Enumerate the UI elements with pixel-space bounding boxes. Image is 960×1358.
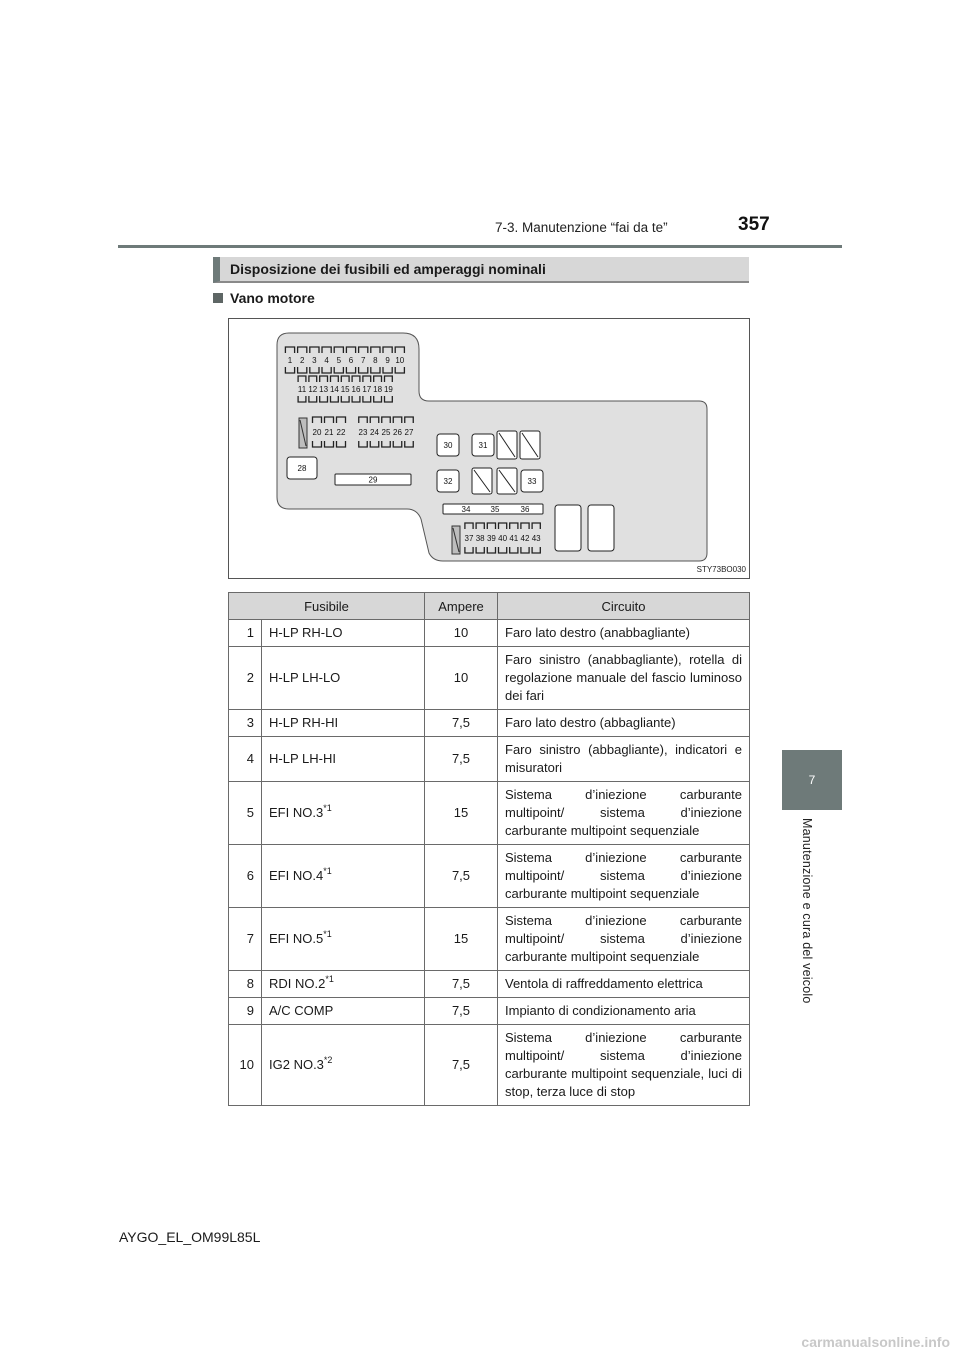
fuse-number	[229, 908, 262, 971]
header-ampere: Ampere	[425, 593, 498, 620]
fuse-name	[262, 1025, 425, 1106]
fuse-ampere	[425, 998, 498, 1025]
fuse-label: 37	[464, 534, 474, 543]
fuse-label: 2	[299, 356, 305, 365]
fuse-circuit-text: Faro sinistro (anabbagliante), rotella di regolazione manuale del fascio luminoso dei fari	[505, 652, 742, 703]
header-circuit: Circuito	[498, 593, 750, 620]
fuse-label: 6	[348, 356, 354, 365]
fuse-number-text: 10	[239, 1057, 254, 1072]
fuse-name	[262, 782, 425, 845]
fuse-label: 35	[490, 505, 500, 514]
fuse-name	[262, 647, 425, 710]
fuse-label: 1	[287, 356, 293, 365]
fuse-label: 23	[358, 428, 368, 437]
fuse-circuit	[498, 971, 750, 998]
watermark: carmanualsonline.info	[801, 1334, 950, 1350]
fuse-label: 28	[297, 464, 307, 473]
fuse-number	[229, 782, 262, 845]
fuse-number-text: 9	[246, 1003, 254, 1018]
fuse-label: 25	[381, 428, 391, 437]
fuse-row	[229, 782, 750, 845]
fuse-name-text: EFI NO.4	[269, 868, 324, 883]
fuse-number	[229, 737, 262, 782]
large-relay-right	[588, 505, 614, 551]
fuse-table	[228, 592, 750, 1106]
fuse-row	[229, 845, 750, 908]
subsection-heading-text: Vano motore	[230, 290, 315, 306]
chapter-number: 7	[808, 773, 816, 787]
fuse-name	[262, 737, 425, 782]
fuse-name	[262, 710, 425, 737]
fuse-name-text: EFI NO.5	[269, 931, 324, 946]
fuse-name-text: RDI NO.2	[269, 976, 326, 991]
fuse-ampere-text: 15	[453, 805, 469, 820]
fuse-circuit-text: Faro sinistro (abbagliante), indicatori e misuratori	[505, 742, 742, 775]
fuse-name	[262, 971, 425, 998]
fuse-circuit	[498, 782, 750, 845]
fuse-name-text: A/C COMP	[269, 1003, 334, 1018]
fuse-ampere	[425, 710, 498, 737]
fuse-ampere	[425, 845, 498, 908]
fuse-label: 43	[531, 534, 541, 543]
fuse-circuit-text: Sistema d’iniezione carburante multipoint/ sistema d’iniezione carburante multipoint sequenziale	[505, 850, 742, 901]
square-bullet-icon	[213, 293, 223, 303]
fuse-number	[229, 620, 262, 647]
fuse-name	[262, 620, 425, 647]
footnote-marker: *2	[323, 1055, 333, 1065]
fuse-circuit	[498, 1025, 750, 1106]
fuse-number	[229, 845, 262, 908]
footnote-marker: *1	[325, 974, 334, 984]
fuse-label: 4	[324, 356, 329, 365]
fuse-label: 30	[443, 441, 453, 450]
fuse-label: 42	[520, 534, 530, 543]
fuse-number	[229, 710, 262, 737]
fuse-label: 10	[395, 356, 405, 365]
fuse-label: 14	[329, 385, 339, 394]
fuse-ampere-text: 7,5	[451, 976, 471, 991]
fuse-ampere	[425, 647, 498, 710]
fuse-label: 11	[297, 385, 307, 394]
fuse-name	[262, 908, 425, 971]
footnote-marker: *1	[323, 866, 332, 876]
fuse-box-svg	[229, 319, 751, 580]
fuse-circuit	[498, 647, 750, 710]
fuse-circuit-text: Sistema d’iniezione carburante multipoint/ sistema d’iniezione carburante multipoint sequenziale	[505, 913, 742, 964]
fuse-label: 19	[383, 385, 393, 394]
fuse-circuit-text: Sistema d’iniezione carburante multipoint/ sistema d’iniezione carburante multipoint sequenziale	[505, 787, 742, 838]
fuse-label: 26	[393, 428, 402, 437]
fuse-label: 16	[351, 385, 361, 394]
fuse-number	[229, 647, 262, 710]
fuse-label: 20	[312, 428, 322, 437]
fuse-circuit-text: Impianto di condizionamento aria	[505, 1003, 696, 1018]
fuse-row	[229, 620, 750, 647]
section-heading-text: Disposizione dei fusibili ed amperaggi nominali	[230, 261, 546, 277]
fuse-label: 38	[475, 534, 485, 543]
document-code: AYGO_EL_OM99L85L	[119, 1229, 261, 1245]
fuse-circuit	[498, 908, 750, 971]
fuse-label: 39	[486, 534, 496, 543]
fuse-label: 22	[336, 428, 346, 437]
fuse-name-text: H-LP RH-LO	[269, 625, 343, 640]
fuse-name-text: H-LP RH-HI	[269, 715, 339, 730]
fuse-label: 17	[362, 385, 372, 394]
fuse-circuit-text: Sistema d’iniezione carburante multipoint/ sistema d’iniezione carburante multipoint sequenziale, luci di stop, terza luce di stop	[505, 1030, 742, 1099]
header-section-title: 7-3. Manutenzione “fai da te”	[495, 220, 668, 235]
fuse-circuit	[498, 620, 750, 647]
fuse-label: 29	[368, 475, 378, 485]
chapter-tab	[782, 750, 842, 810]
fuse-row	[229, 647, 750, 710]
fuse-label: 8	[373, 356, 378, 365]
fuse-ampere	[425, 1025, 498, 1106]
section-heading	[213, 257, 749, 283]
fuse-row	[229, 710, 750, 737]
fuse-circuit	[498, 737, 750, 782]
fuse-number-text: 2	[246, 670, 254, 685]
fuse-row	[229, 1025, 750, 1106]
fuse-ampere	[425, 908, 498, 971]
fuse-label: 18	[373, 385, 383, 394]
fuse-name-text: H-LP LH-LO	[269, 670, 341, 685]
header-rule	[118, 245, 842, 248]
fuse-table-header	[229, 593, 750, 620]
fuse-box-diagram	[228, 318, 750, 579]
fuse-label: 15	[340, 385, 350, 394]
fuse-number-text: 7	[246, 931, 254, 946]
fuse-number-text: 1	[246, 625, 254, 640]
chapter-title: Manutenzione e cura del veicolo	[800, 818, 814, 1004]
fuse-circuit	[498, 710, 750, 737]
header-fuse: Fusibile	[229, 593, 425, 620]
fuse-circuit-text: Faro lato destro (abbagliante)	[505, 715, 676, 730]
fuse-name-text: EFI NO.3	[269, 805, 324, 820]
footnote-marker: *1	[323, 803, 332, 813]
large-relay-left	[555, 505, 581, 551]
fuse-ampere	[425, 737, 498, 782]
fuse-label: 32	[443, 477, 453, 486]
fuse-label: 40	[498, 534, 508, 543]
fuse-label: 9	[385, 356, 390, 365]
fuse-circuit	[498, 845, 750, 908]
fuse-row	[229, 998, 750, 1025]
fuse-label: 5	[336, 356, 342, 365]
fuse-ampere	[425, 620, 498, 647]
fuse-label: 21	[324, 428, 334, 437]
fuse-number	[229, 998, 262, 1025]
fuse-name	[262, 998, 425, 1025]
fuse-number	[229, 1025, 262, 1106]
fuse-label: 7	[360, 356, 366, 365]
fuse-label: 24	[370, 428, 379, 437]
fuse-ampere-text: 15	[453, 931, 469, 946]
fuse-label: 12	[308, 385, 318, 394]
subsection-heading	[213, 290, 315, 306]
fuse-ampere-text: 7,5	[451, 751, 471, 766]
fuse-number-text: 4	[246, 751, 254, 766]
fuse-ampere-text: 7,5	[451, 1057, 471, 1072]
fuse-number-text: 3	[246, 715, 254, 730]
fuse-ampere-text: 10	[453, 625, 469, 640]
fuse-row	[229, 971, 750, 998]
fuse-number-text: 5	[246, 805, 254, 820]
fuse-row	[229, 737, 750, 782]
fuse-ampere	[425, 782, 498, 845]
fuse-table-body	[229, 620, 750, 1106]
fuse-label: 36	[520, 505, 530, 514]
fuse-label: 31	[478, 441, 488, 450]
fuse-label: 33	[527, 477, 537, 486]
fuse-ampere-text: 10	[453, 670, 469, 685]
fuse-row	[229, 908, 750, 971]
fuse-circuit-text: Faro lato destro (anabbagliante)	[505, 625, 691, 640]
fuse-label: 27	[404, 428, 414, 437]
fuse-ampere-text: 7,5	[451, 1003, 471, 1018]
fuse-label: 3	[312, 356, 317, 365]
fuse-ampere	[425, 971, 498, 998]
fuse-label: 41	[509, 534, 519, 543]
diagram-code: STY73BO030	[696, 565, 746, 574]
fuse-circuit-text: Ventola di raffreddamento elettrica	[505, 976, 703, 991]
fuse-name-text: IG2 NO.3	[269, 1057, 324, 1072]
fuse-circuit	[498, 998, 750, 1025]
fuse-label: 13	[319, 385, 329, 394]
fuse-ampere-text: 7,5	[451, 868, 471, 883]
fuse-name-text: H-LP LH-HI	[269, 751, 336, 766]
fuse-number-text: 6	[246, 868, 254, 883]
fuse-number-text: 8	[246, 976, 254, 991]
footnote-marker: *1	[323, 929, 332, 939]
fuse-name	[262, 845, 425, 908]
fuse-label: 34	[461, 505, 471, 514]
fuse-ampere-text: 7,5	[451, 715, 471, 730]
page-number: 357	[738, 214, 770, 235]
fuse-number	[229, 971, 262, 998]
